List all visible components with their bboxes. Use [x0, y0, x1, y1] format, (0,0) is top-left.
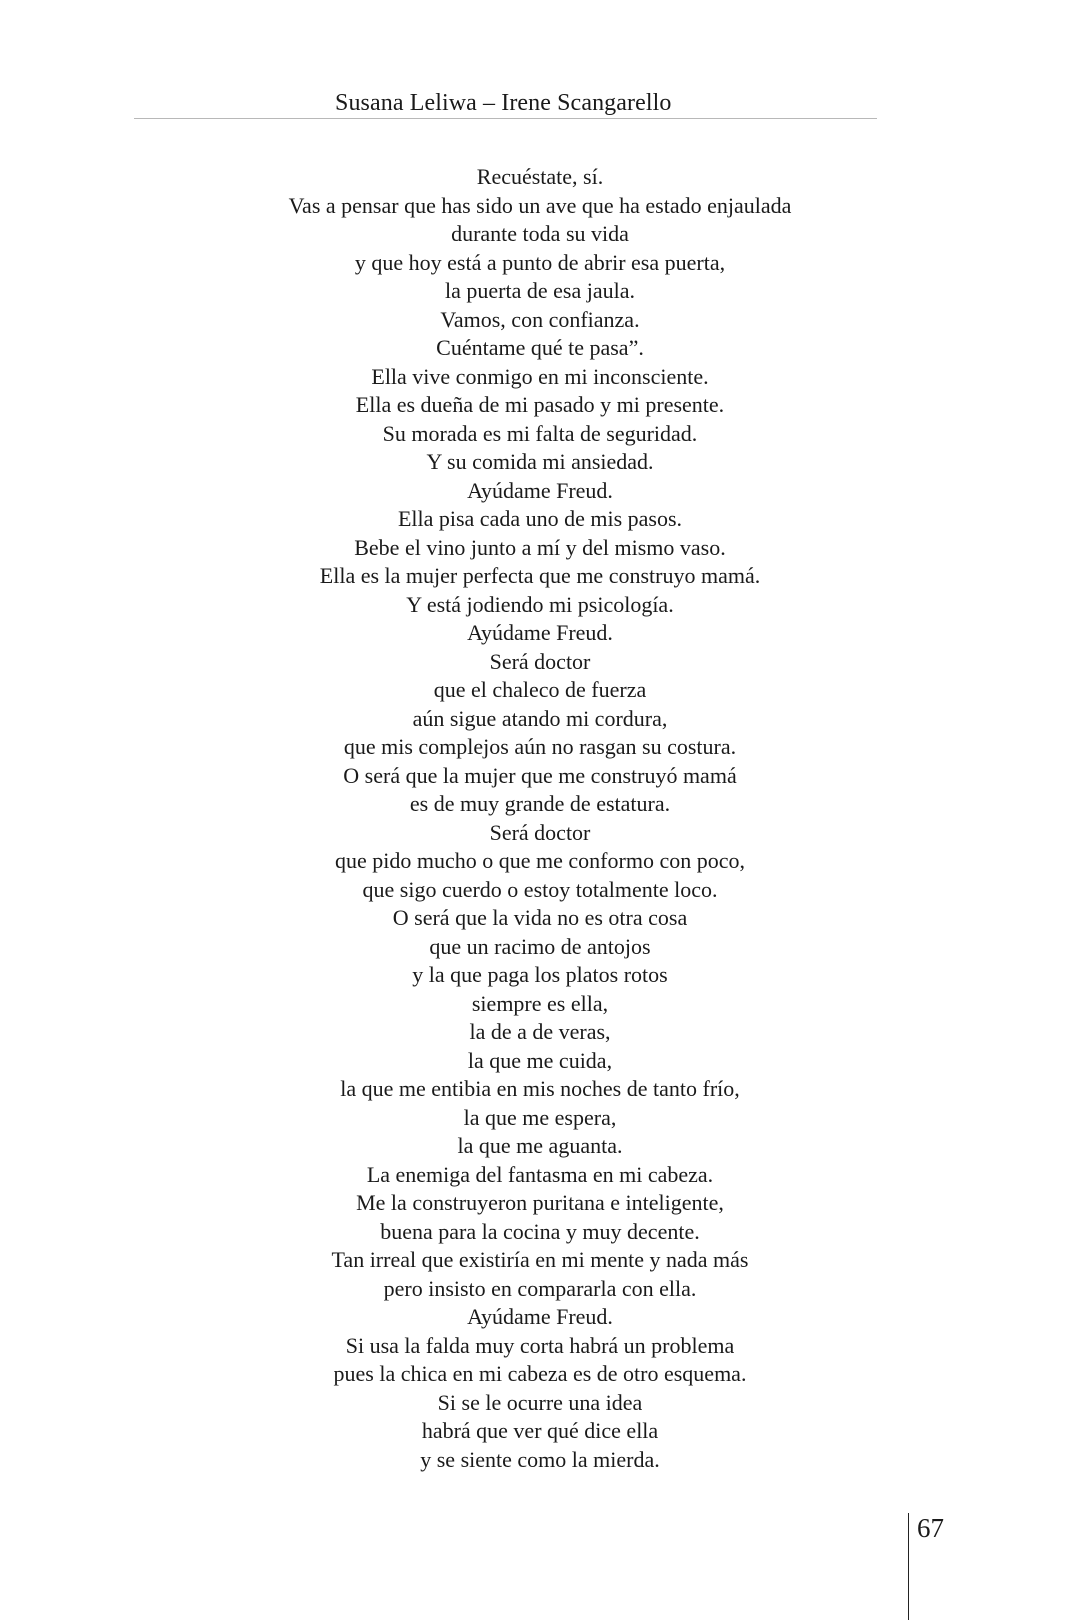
poem-line: la que me aguanta.	[457, 1133, 623, 1158]
poem-line: la que me cuida,	[467, 1047, 613, 1073]
header-divider	[134, 118, 877, 119]
poem-line: Tan irreal que existiría en mi mente y nada más	[331, 1247, 749, 1272]
poem-line: Recuéstate, sí.	[476, 164, 604, 189]
poem-line: Y está jodiendo mi psicología.	[406, 591, 674, 617]
page-number: 67	[917, 1513, 944, 1543]
poem-line: Ella pisa cada uno de mis pasos.	[397, 506, 683, 531]
poem-line: pero insisto en compararla con ella.	[383, 1275, 697, 1301]
poem-line: Ayúdame Freud.	[467, 477, 613, 503]
poem-line: que pido mucho o que me conformo con poco,	[335, 848, 745, 873]
poem-line: Ayúdame Freud.	[467, 620, 613, 645]
poem-line: que sigo cuerdo o estoy totalmente loco.	[362, 876, 718, 902]
poem-line: Si usa la falda muy corta habrá un problema	[345, 1332, 735, 1358]
poem-line: Y su comida mi ansiedad.	[426, 449, 654, 474]
poem-line: habrá que ver qué dice ella	[421, 1418, 659, 1443]
poem-line: que mis complejos aún no rasgan su costura.	[343, 734, 737, 759]
poem-line: Bebe el vino junto a mí y del mismo vaso.	[354, 534, 726, 560]
poem-line: O será que la mujer que me construyó mamá	[343, 762, 737, 788]
poem-line: Si se le ocurre una idea	[437, 1389, 643, 1415]
poem-line: la de a de veras,	[469, 1019, 611, 1044]
poem-line: O será que la vida no es otra cosa	[392, 905, 688, 930]
poem-line: que un racimo de antojos	[429, 933, 651, 959]
poem-line: siempre es ella,	[471, 990, 609, 1016]
poem-line: Ella vive conmigo en mi inconsciente.	[371, 363, 709, 389]
running-header-authors: Susana Leliwa – Irene Scangarello	[335, 90, 672, 116]
poem-line: pues la chica en mi cabeza es de otro esquema.	[333, 1361, 747, 1386]
poem-line: aún sigue atando mi cordura,	[412, 705, 668, 731]
poem-line: buena para la cocina y muy decente.	[380, 1218, 700, 1244]
poem-line: es de muy grande de estatura.	[409, 791, 671, 816]
poem-line: Ayúdame Freud.	[467, 1304, 613, 1329]
poem-line: Vamos, con confianza.	[440, 306, 640, 332]
poem-line: Me la construyeron puritana e inteligente,	[356, 1190, 724, 1215]
poem-line: y la que paga los platos rotos	[412, 962, 668, 987]
poem-line: Ella es dueña de mi pasado y mi presente.	[355, 392, 725, 417]
poem-line: Será doctor	[489, 819, 591, 845]
poem-line: La enemiga del fantasma en mi cabeza.	[366, 1161, 714, 1187]
poem-line: Su morada es mi falta de seguridad.	[382, 420, 698, 446]
poem-line: Será doctor	[489, 648, 591, 674]
poem-line: la que me entibia en mis noches de tanto frío,	[340, 1076, 740, 1101]
poem-line: Cuéntame qué te pasa”.	[436, 335, 644, 360]
poem-line: durante toda su vida	[451, 221, 629, 246]
poem-line: y que hoy está a punto de abrir esa puerta,	[354, 249, 726, 275]
poem-line: la que me espera,	[463, 1104, 617, 1130]
poem-text	[140, 163, 940, 1474]
poem-line: la puerta de esa jaula.	[445, 278, 635, 303]
poem-line: que el chaleco de fuerza	[433, 677, 647, 702]
poem-line: Vas a pensar que has sido un ave que ha estado enjaulada	[288, 192, 792, 218]
page-number-divider	[908, 1513, 909, 1620]
poem-line: Ella es la mujer perfecta que me construyo mamá.	[319, 563, 761, 588]
poem-line: y se siente como la mierda.	[420, 1446, 660, 1472]
